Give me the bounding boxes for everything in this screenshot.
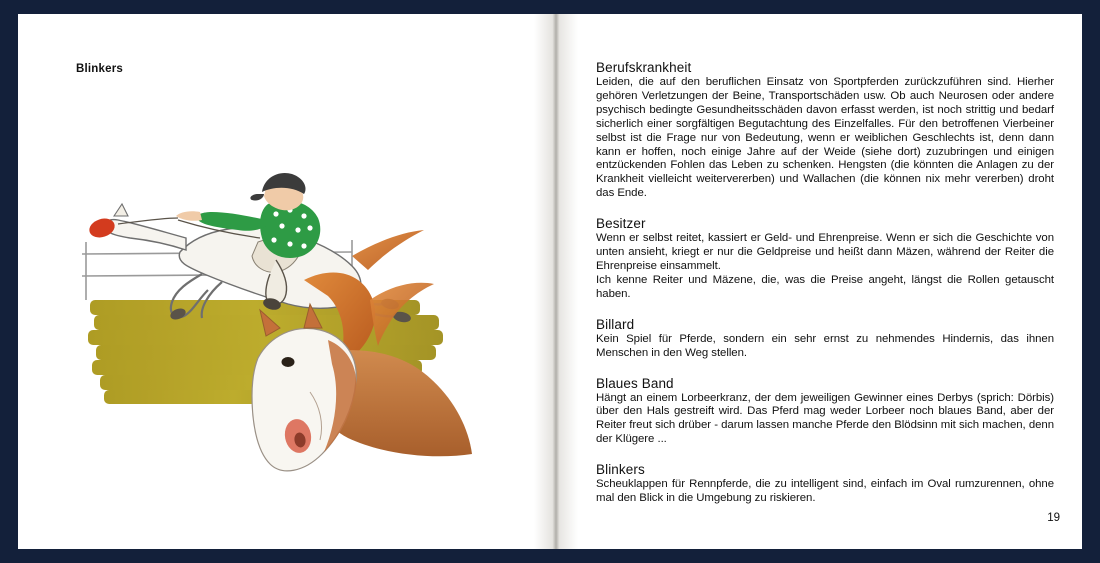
glossary-entry xyxy=(596,376,1054,448)
entry-paragraph: Scheuklappen für Rennpferde, die zu intelligent sind, einfach im Oval rumzurennen, ohne mal den Blick in die Umgebung zu riskieren. xyxy=(596,478,1054,505)
book-gutter-shadow xyxy=(534,14,578,549)
book-spread xyxy=(18,14,1082,549)
entry-term: Berufskrankheit xyxy=(596,60,692,75)
illustration-rider-jumping xyxy=(52,124,522,504)
glossary-entry xyxy=(596,462,1054,506)
entry-paragraph: Wenn er selbst reitet, kassiert er Geld- und Ehrenpreise. Wenn er sich die Geschichte von unten ansieht, kriegt er nur die Geldpreise und heißt dann Mäzen, während der Reiter die Ehrenpreise einsammelt. xyxy=(596,232,1054,272)
glossary-entry xyxy=(596,317,1054,361)
left-page xyxy=(18,14,538,549)
left-page-heading: Blinkers xyxy=(76,63,123,75)
glossary-entries xyxy=(596,60,1054,506)
entry-paragraph: Ich kenne Reiter und Mäzene, die, was die Preise angeht, längst die Rollen getauscht haben. xyxy=(596,273,1054,300)
entry-term: Blinkers xyxy=(596,462,645,478)
glossary-entry xyxy=(596,216,1054,302)
entry-term: Blaues Band xyxy=(596,375,674,391)
entry-paragraph: Kein Spiel für Pferde, sondern ein sehr ernst zu nehmendes Hindernis, das ihnen Menschen in den Weg stellen. xyxy=(596,332,1054,359)
right-page xyxy=(578,14,1082,549)
entry-term: Billard xyxy=(596,316,635,332)
glossary-entry xyxy=(596,60,1054,201)
page-number: 19 xyxy=(1047,512,1060,524)
entry-paragraph: Leiden, die auf den beruflichen Einsatz von Sportpferden zurückzuführen sind. Hierher gehören Verletzungen der Beine, Transportschäden usw. Ob auch Neurosen oder andere psychisch bedingte Gesundheitsschäden davon erfasst werden, ist noch strittig und bedarf sicherlich einer sorgfältigen Begutachtung des Einzelfalles. Für den betroffenen Vierbeiner selbst ist die Frage nur von Bedeutung, wenn er weiblichen Geschlechts ist, denn dann kann er hoffen, noch einige Jahre auf der Weide (siehe dort) zuzubringen und einigen entzückenden Fohlen das Leben zu schenken. Hengsten (die könnten die Anlagen zu der Krankheit vielleicht weitervererben) und Wallachen (die können nix mehr vererben) droht das Ende. xyxy=(596,76,1054,200)
entry-term: Besitzer xyxy=(596,216,646,232)
entry-paragraph: Hängt an einem Lorbeerkranz, der dem jeweiligen Gewinner eines Derbys (sprich: Dörbis) über den Hals gestreift wird. Das Pferd mag weder Lorbeer noch blaues Band, aber der Reiter freut sich drüber - darum lassen manche Pferde den Blödsinn mit sich machen, denn der Klügere ... xyxy=(596,391,1054,446)
